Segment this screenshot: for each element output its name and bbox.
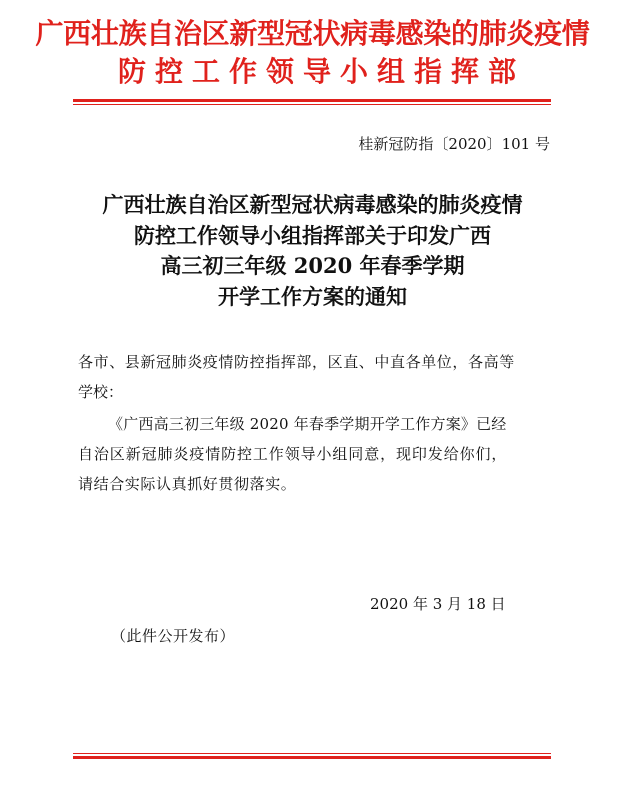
footer-rule-thin [73, 753, 551, 754]
body-line-1: 《广西高三初三年级 2020 年春季学期开学工作方案》已经 [108, 415, 507, 433]
footer-rule-thick [73, 756, 551, 759]
letterhead-rule-thin [73, 104, 551, 105]
letterhead-line-1: 广西壮族自治区新型冠状病毒感染的肺炎疫情 [35, 17, 590, 50]
publication-note: （此件公开发布） [111, 627, 236, 645]
title-line-3: 高三初三年级 2020 年春季学期 [160, 253, 465, 278]
body-line-3: 请结合实际认真抓好贯彻落实。 [78, 475, 297, 493]
issue-date: 2020 年 3 月 18 日 [370, 595, 506, 613]
body-paragraph [78, 409, 552, 499]
document-title [40, 190, 585, 312]
document-number: 桂新冠防指〔2020〕101 号 [358, 135, 550, 153]
body-line-2: 自治区新冠肺炎疫情防控工作领导小组同意，现印发给你们， [78, 445, 508, 463]
letterhead-line-2: 防控工作领导小组指挥部 [117, 55, 525, 88]
title-line-1: 广西壮族自治区新型冠状病毒感染的肺炎疫情 [102, 192, 523, 217]
recipients-line-2: 学校： [78, 383, 124, 401]
recipients-line-1: 各市、县新冠肺炎疫情防控指挥部，区直、中直各单位，各高等 [78, 353, 515, 371]
title-line-2: 防控工作领导小组指挥部关于印发广西 [134, 222, 491, 248]
title-line-4: 开学工作方案的通知 [218, 283, 407, 309]
letterhead-rule-thick [73, 99, 551, 102]
recipients [78, 347, 552, 407]
